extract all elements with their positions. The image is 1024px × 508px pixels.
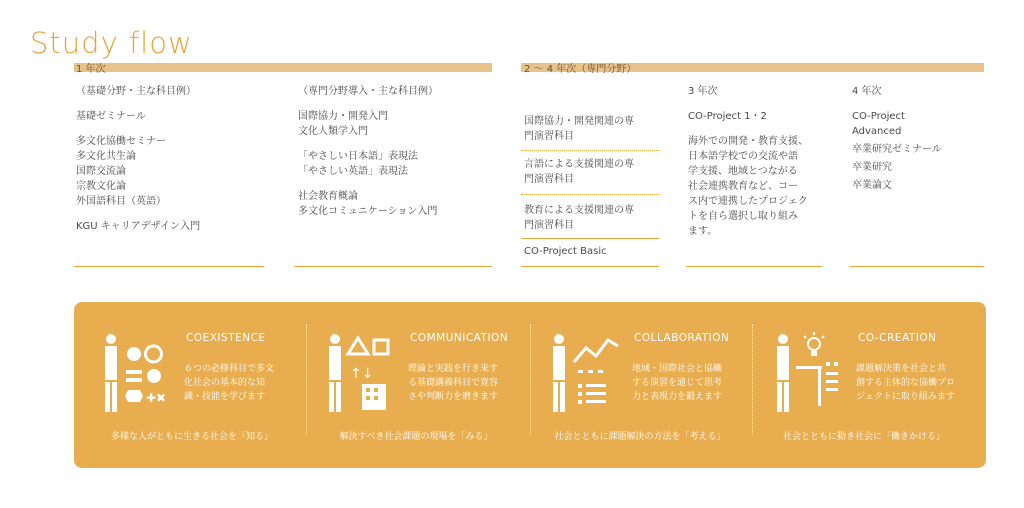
year2to4-label: 2 〜 4 年次（専門分野）: [524, 64, 637, 75]
basic-subjects-column: [76, 84, 266, 244]
column-heading: 3 年次: [688, 86, 718, 97]
subject: 卒業研究ゼミナール: [852, 144, 942, 155]
description-line: 識・技能を学びます: [184, 392, 266, 402]
card-footer: 社会とともに動き社会に「働きかける」: [782, 432, 945, 442]
column-heading: （専門分野導入・主な科目例）: [298, 86, 438, 97]
column-underline: [850, 266, 984, 267]
seminar-column: [524, 157, 659, 187]
subject: CO-Project: [852, 111, 905, 122]
description-line: ます。: [688, 226, 718, 237]
description-line: さや判断力を磨きます: [408, 392, 499, 402]
dotted-divider: [521, 150, 659, 151]
subject-group: [76, 219, 266, 234]
subject: 社会教育概論: [298, 191, 358, 202]
subject-group: [298, 189, 493, 219]
card-heading: COLLABORATION: [634, 332, 730, 344]
subject: 基礎ゼミナール: [76, 111, 146, 122]
subject-group: [298, 109, 493, 139]
subject: KGU キャリアデザイン入門: [76, 221, 201, 232]
card-heading: COEXISTENCE: [186, 332, 266, 344]
description-line: る基礎講義科目で寛容: [408, 378, 499, 388]
card-description: [632, 362, 744, 404]
subject-group: [76, 109, 266, 124]
card-footer: 社会とともに課題解決の方法を「考える」: [554, 432, 726, 442]
year3-column: [688, 84, 823, 239]
description-line: 理論と実践を行き来す: [408, 364, 499, 374]
card-description: [184, 362, 296, 404]
page-title: Study flow: [30, 26, 193, 60]
collaboration-card: [526, 302, 754, 468]
description-line: トを自ら選択し取り組み: [688, 211, 798, 222]
subject: 多文化協働セミナー: [76, 136, 166, 147]
description-line: 力と表現力を鍛えます: [632, 392, 723, 402]
card-heading: COMMUNICATION: [410, 332, 509, 344]
person-lightbulb-icon: [774, 332, 846, 412]
column-underline: [294, 266, 492, 267]
column-heading: （基礎分野・主な科目例）: [76, 86, 196, 97]
subject-group: [76, 134, 266, 209]
communication-card: [302, 302, 530, 468]
column-heading: 4 年次: [852, 86, 882, 97]
year4-column: [852, 84, 987, 193]
description-line: ６つの必修科目で多文: [184, 364, 275, 374]
card-footer: 多様な人がともに生きる社会を「知る」: [110, 432, 273, 442]
subject: 国際交流論: [76, 166, 126, 177]
intro-subjects-column: [298, 84, 493, 229]
subject: 「やさしい日本語」表現法: [298, 151, 418, 162]
description-line: 海外での開発・教育支援、: [688, 136, 808, 147]
subject: 教育による支援関連の専: [524, 205, 634, 216]
column-underline: [686, 266, 822, 267]
description-line: ジェクトに取り組みます: [856, 392, 955, 402]
card-description: [856, 362, 968, 404]
subject: 門演習科目: [524, 131, 574, 142]
subject: 卒業研究: [852, 162, 892, 173]
description-line: 日本語学校での交流や語: [688, 151, 798, 162]
person-triangle-square-icon: [326, 332, 398, 412]
subject: 宗教文化論: [76, 181, 126, 192]
subject: 外国語科目（英語）: [76, 196, 166, 207]
card-heading: CO-CREATION: [858, 332, 937, 344]
description-line: 創する主体的な協働プロ: [856, 378, 956, 388]
coexistence-card: [78, 302, 306, 468]
subject: 多文化コミュニケーション入門: [298, 206, 438, 217]
year1-bar: [74, 63, 492, 72]
card-footer: 解決すべき社会課題の現場を「みる」: [339, 432, 493, 442]
subject: 門演習科目: [524, 174, 574, 185]
seminar-column: [524, 114, 659, 144]
dotted-divider: [521, 194, 659, 195]
subject: 「やさしい英語」表現法: [298, 166, 408, 177]
subject: 国際協力・開発関連の専: [524, 116, 634, 127]
svg-text:↑↓: ↑↓: [350, 366, 374, 382]
seminar-column: [524, 203, 659, 233]
description-line: 化社会の基本的な知: [184, 378, 266, 388]
year1-label: 1 年次: [76, 64, 106, 75]
description-line: 社会連携教育など、コー: [688, 181, 798, 192]
subject: 門演習科目: [524, 220, 574, 231]
subject: 国際協力・開発入門: [298, 111, 388, 122]
project-name: CO-Project 1・2: [688, 111, 767, 122]
person-chart-icon: [550, 332, 622, 412]
description-line: する演習を通じて思考: [632, 378, 723, 388]
column-underline: [521, 266, 659, 267]
co-project-basic: CO-Project Basic: [524, 246, 607, 257]
description-line: 地域・国際社会と協働: [632, 364, 723, 374]
description-line: 課題解決策を社会と共: [856, 364, 947, 374]
card-description: [408, 362, 520, 404]
concept-panel: [74, 302, 986, 468]
column-underline: [74, 266, 264, 267]
subject: 卒業論文: [852, 180, 892, 191]
subject: 多文化共生論: [76, 151, 136, 162]
column-underline: [521, 238, 659, 239]
people-shapes-icon: [102, 332, 174, 412]
co-creation-card: [750, 302, 978, 468]
svg-text:✚✖: ✚✖: [146, 391, 167, 405]
description-line: 学支援、地域とつながる: [688, 166, 798, 177]
subject: Advanced: [852, 126, 902, 137]
subject-group: [298, 149, 493, 179]
description-line: ス内で連携したプロジェク: [688, 196, 808, 207]
subject: 文化人類学入門: [298, 126, 368, 137]
subject: 言語による支援関連の専: [524, 159, 634, 170]
